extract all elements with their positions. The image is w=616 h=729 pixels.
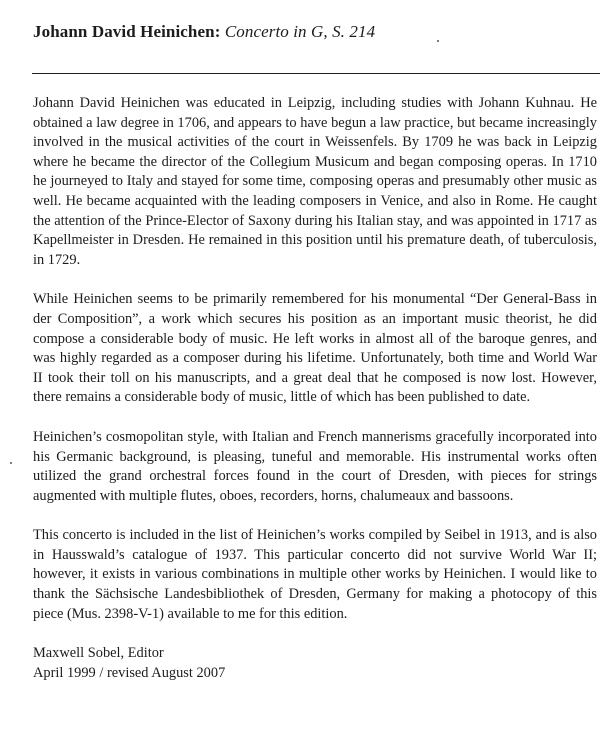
edition-date: April 1999 / revised August 2007 <box>33 664 226 681</box>
composer-name: Johann David Heinichen: <box>33 22 221 41</box>
paragraph-theorist: While Heinichen seems to be primarily remembered for his monumental “Der General-Bass in der Composition”, a work which secures his position as an important music theorist, he did compose a considerable body of music. He left works in almost all of the baroque genres, and was highly regarded as a composer during his lifetime. Unfortunately, both time and World War II took their toll on his manuscripts, and a great deal that he composed is now lost. However, there remains a considerable body of music, little of which has been published to date. <box>33 291 597 406</box>
scan-speck <box>437 40 439 42</box>
signature-block <box>33 644 597 683</box>
document-body <box>33 94 597 683</box>
paragraph-style: Heinichen’s cosmopolitan style, with Italian and French mannerisms gracefully incorporated into his Germanic background, is pleasing, tuneful and memorable. His instrumental works often utilized the grand orchestral forces found in the court of Dresden, with pieces for strings augmented with multiple flutes, oboes, recorders, horns, chalumeaux and bassoons. <box>33 428 597 504</box>
header-rule <box>32 73 600 74</box>
page-title <box>33 22 375 42</box>
paragraph-sources: This concerto is included in the list of Heinichen’s works compiled by Seibel in 1913, and is also in Hausswald’s catalogue of 1937. This particular concerto did not survive World War II; however, it exists in various combinations in multiple other works by Heinichen. I would like to thank the Sächsische Landesbibliothek of Dresden, Germany for making a photocopy of this piece (Mus. 2398-V-1) available to me for this edition. <box>33 527 597 622</box>
editor-name: Maxwell Sobel, Editor <box>33 645 164 662</box>
scan-speck <box>10 462 12 464</box>
work-title: Concerto in G, S. 214 <box>224 22 376 41</box>
paragraph-biography: Johann David Heinichen was educated in Leipzig, including studies with Johann Kuhnau. He obtained a law degree in 1706, and appears to have begun a law practice, but became increasingly involved in the musical activities of the court in Weissenfels. By 1709 he was back in Leipzig where he became the director of the Collegium Musicum and began composing operas. In 1710 he journeyed to Italy and stayed for some time, composing operas and presumably other music as well. He became acquainted with the leading composers in Venice, and also in Rome. He caught the attention of the Prince-Elector of Saxony during his Italian stay, and was appointed in 1717 as Kapellmeister in Dresden. He remained in this position until his premature death, of tuberculosis, in 1729. <box>33 95 597 268</box>
